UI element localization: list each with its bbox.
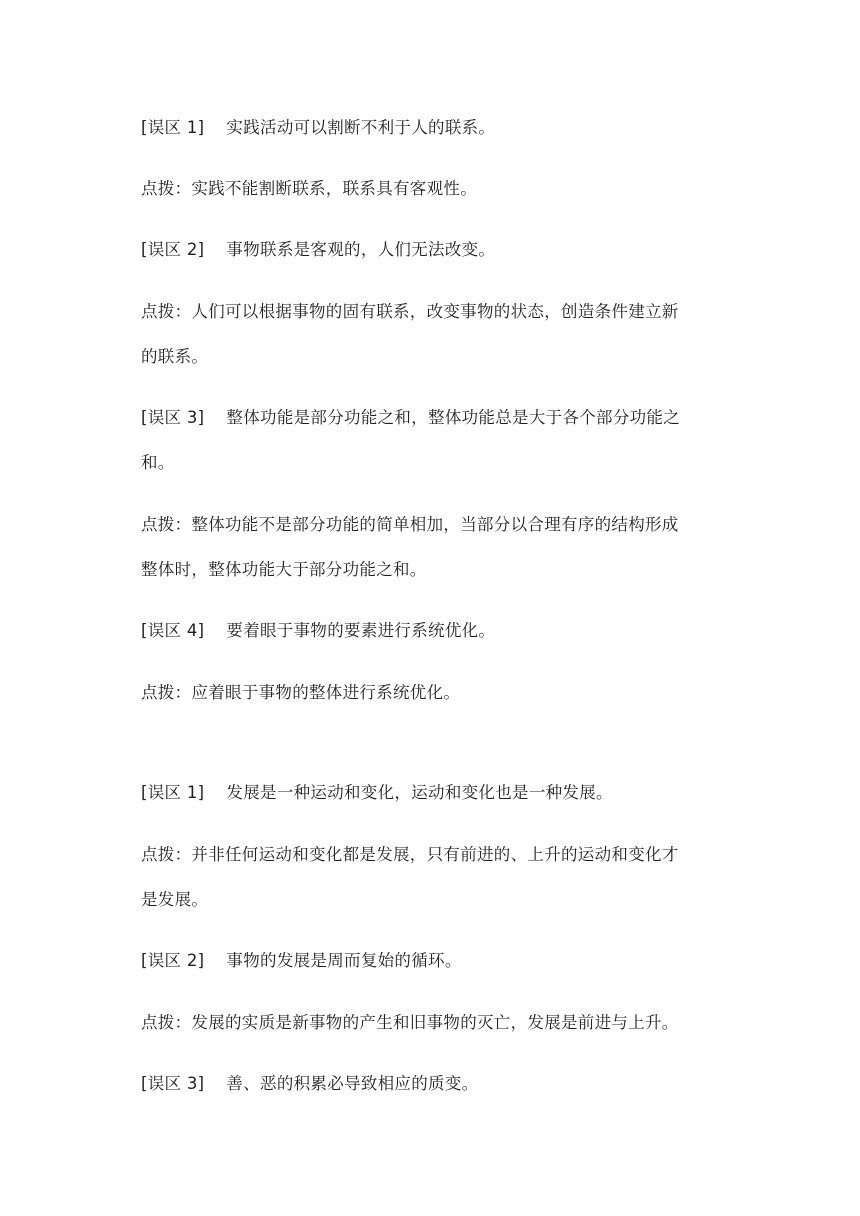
misconception-tag: [误区 1] [141, 783, 205, 802]
tip-text: 发展的实质是新事物的产生和旧事物的灭亡，发展是前进与上升。 [191, 1013, 679, 1032]
tip-1-3 [141, 514, 741, 536]
misconception-1-4 [141, 620, 741, 642]
tip-text: 的联系。 [141, 347, 209, 366]
tip-text: 整体功能不是部分功能的简单相加，当部分以合理有序的结构形成 [191, 515, 679, 534]
tip-1-3-cont [141, 559, 741, 581]
tip-2-2 [141, 1012, 741, 1034]
misconception-statement: 事物联系是客观的，人们无法改变。 [226, 240, 496, 259]
tip-1-1 [141, 178, 741, 200]
tip-text: 应着眼于事物的整体进行系统优化。 [191, 683, 461, 702]
misconception-statement: 整体功能是部分功能之和，整体功能总是大于各个部分功能之 [226, 408, 681, 427]
tip-text: 整体时，整体功能大于部分功能之和。 [141, 560, 427, 579]
misconception-statement: 要着眼于事物的要素进行系统优化。 [226, 621, 496, 640]
misconception-tag: [误区 3] [141, 408, 205, 427]
misconception-tag: [误区 3] [141, 1074, 205, 1093]
misconception-1-2 [141, 239, 741, 261]
misconception-tag: [误区 2] [141, 240, 205, 259]
tip-text: 是发展。 [141, 890, 209, 909]
tip-2-1 [141, 844, 741, 866]
tip-label: 点拨： [141, 845, 192, 864]
tip-text: 人们可以根据事物的固有联系，改变事物的状态，创造条件建立新 [191, 302, 679, 321]
misconception-statement: 和。 [141, 453, 175, 472]
misconception-1-1 [141, 117, 741, 139]
misconception-2-2 [141, 950, 741, 972]
tip-label: 点拨： [141, 302, 192, 321]
tip-label: 点拨： [141, 179, 192, 198]
tip-label: 点拨： [141, 515, 192, 534]
tip-label: 点拨： [141, 683, 192, 702]
tip-text: 并非任何运动和变化都是发展，只有前进的、上升的运动和变化才 [191, 845, 679, 864]
misconception-1-3 [141, 407, 741, 429]
misconception-tag: [误区 1] [141, 118, 205, 137]
tip-2-1-cont [141, 889, 741, 911]
misconception-statement: 实践活动可以割断不利于人的联系。 [226, 118, 496, 137]
misconception-tag: [误区 2] [141, 951, 205, 970]
misconception-1-3-cont [141, 452, 741, 474]
misconception-statement: 发展是一种运动和变化，运动和变化也是一种发展。 [226, 783, 613, 802]
misconception-2-1 [141, 782, 741, 804]
tip-1-2 [141, 301, 741, 323]
misconception-statement: 善、恶的积累必导致相应的质变。 [226, 1074, 479, 1093]
misconception-2-3 [141, 1073, 741, 1095]
tip-1-4 [141, 682, 741, 704]
tip-label: 点拨： [141, 1013, 192, 1032]
misconception-tag: [误区 4] [141, 621, 205, 640]
tip-1-2-cont [141, 346, 741, 368]
tip-text: 实践不能割断联系，联系具有客观性。 [191, 179, 478, 198]
misconception-statement: 事物的发展是周而复始的循环。 [226, 951, 462, 970]
